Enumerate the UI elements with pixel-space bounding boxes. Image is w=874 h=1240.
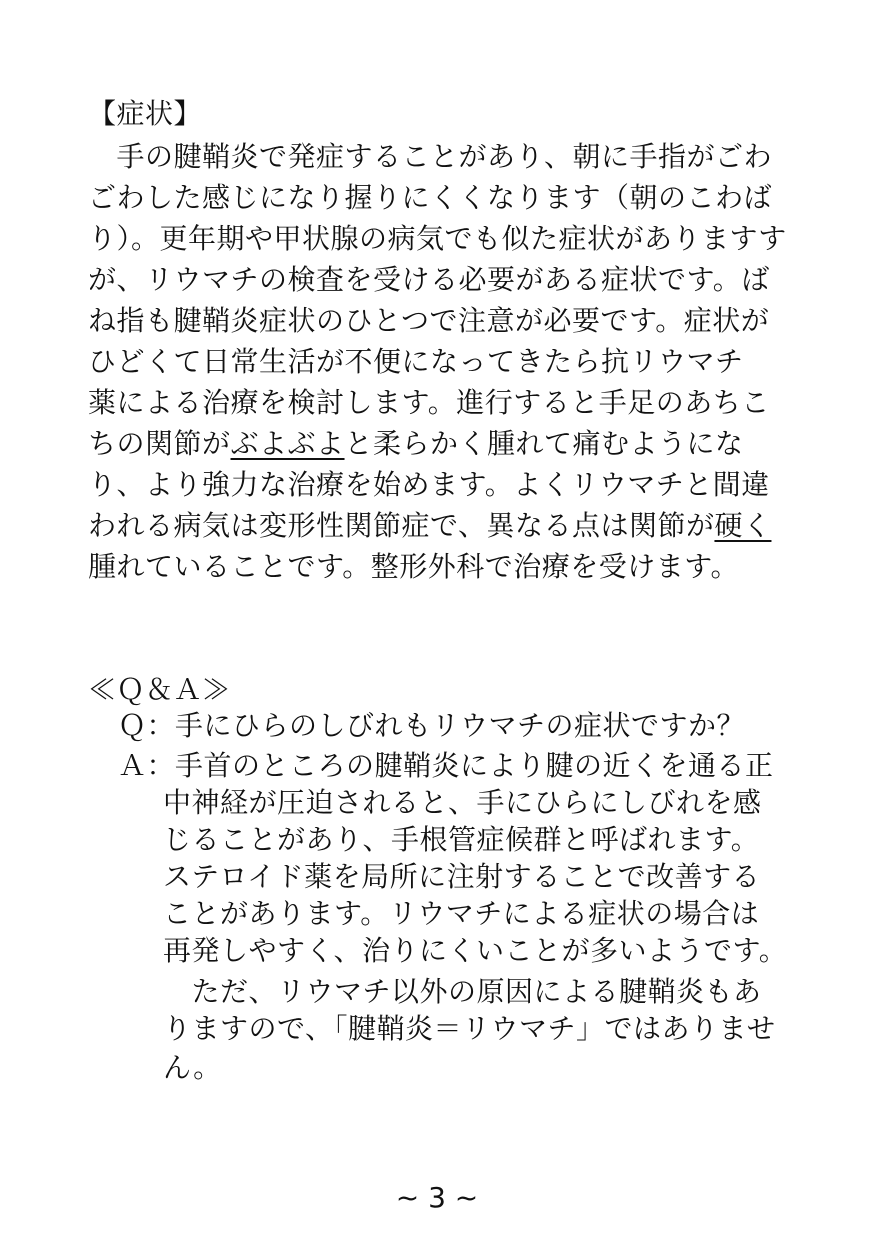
page-number: ~ 3 ~: [395, 1181, 479, 1214]
underlined-text: ぶよぶよ: [230, 427, 345, 460]
symptoms-line: が、リウマチの検査を受ける必要がある症状です。ば: [88, 263, 770, 296]
symptoms-line: [88, 508, 788, 544]
qa-answer-line: じることがあり、手根管症候群と呼ばれます。: [163, 823, 760, 856]
symptoms-line: り、より強力な治療を始めます。よくリウマチと間違: [88, 468, 770, 501]
qa-answer-line: りますので、「腱鞘炎＝リウマチ」ではありませ: [163, 1012, 776, 1045]
symptoms-line: 手の腱鞘炎で発症することがあり、朝に手指がごわ: [88, 140, 773, 173]
symptoms-line: 薬による治療を検討します。進行すると手足のあちこ: [88, 386, 770, 419]
symptoms-line: ごわした感じになり握りにくくなります（朝のこわば: [88, 181, 773, 214]
qa-answer-line: 中神経が圧迫されると、手にひらにしびれを感: [163, 786, 762, 819]
qa-answer-line: ことがあります。リウマチによる症状の場合は: [163, 897, 760, 930]
symptoms-text: と柔らかく腫れて痛むようにな: [344, 427, 744, 460]
symptoms-text: ちの関節が: [88, 427, 231, 460]
symptoms-line: り）。更年期や甲状腺の病気でも似た症状がありますす: [88, 222, 787, 255]
symptoms-line: [88, 426, 788, 462]
symptoms-text: われる病気は変形性関節症で、異なる点は関節が: [88, 509, 715, 542]
symptoms-line: ひどくて日常生活が不便になってきたら抗リウマチ: [88, 345, 744, 378]
qa-answer-line: Ａ：手首のところの腱鞘炎により腱の近くを通る正: [118, 749, 774, 782]
symptoms-line: 腫れていることです。整形外科で治療を受けます。: [88, 550, 740, 583]
underlined-text: 硬く: [714, 509, 772, 542]
qa-answer-line: ただ、リウマチ以外の原因による腱鞘炎もあ: [163, 975, 762, 1008]
qa-answer-line: 再発しやすく、治りにくいことが多いようです。: [163, 934, 788, 967]
qa-question: Ｑ：手にひらのしびれもリウマチの症状ですか？: [118, 709, 746, 742]
qa-answer-line: ステロイド薬を局所に注射することで改善する: [163, 860, 761, 893]
symptoms-heading: 【症状】: [88, 97, 203, 130]
qa-heading: ≪Ｑ＆Ａ≫: [88, 673, 231, 706]
qa-answer-line: ん。: [163, 1051, 222, 1084]
symptoms-line: ね指も腱鞘炎症状のひとつで注意が必要です。症状が: [88, 304, 770, 337]
